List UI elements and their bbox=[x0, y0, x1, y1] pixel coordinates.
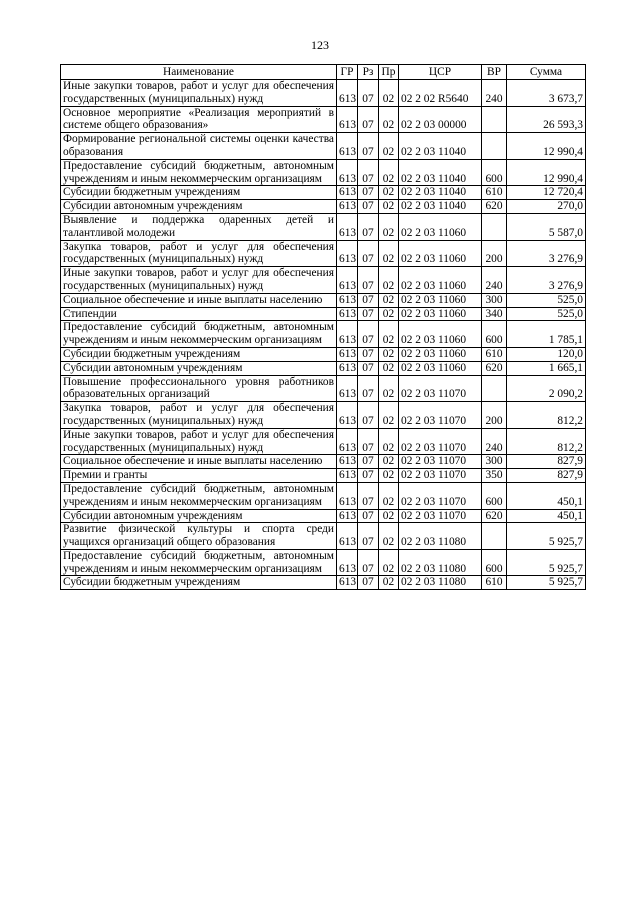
cell-vr bbox=[482, 106, 507, 133]
cell-rz: 07 bbox=[358, 549, 379, 576]
cell-name: Предоставление субсидий бюджетным, автономным учреждениям и иным некоммерческим организациям bbox=[61, 549, 337, 576]
cell-csr: 02 2 03 11060 bbox=[399, 361, 482, 375]
cell-vr: 200 bbox=[482, 240, 507, 267]
cell-csr: 02 2 03 11070 bbox=[399, 428, 482, 455]
table-row bbox=[61, 321, 586, 348]
cell-name: Социальное обеспечение и иные выплаты населению bbox=[61, 293, 337, 307]
cell-rz: 07 bbox=[358, 133, 379, 160]
cell-gr: 613 bbox=[337, 549, 358, 576]
table-row bbox=[61, 375, 586, 402]
cell-csr: 02 2 03 11080 bbox=[399, 523, 482, 550]
cell-name: Основное мероприятие «Реализация мероприятий в системе общего образования» bbox=[61, 106, 337, 133]
cell-rz: 07 bbox=[358, 509, 379, 523]
cell-csr: 02 2 03 11080 bbox=[399, 576, 482, 590]
cell-csr: 02 2 03 11040 bbox=[399, 200, 482, 214]
cell-rz: 07 bbox=[358, 200, 379, 214]
cell-sum: 12 990,4 bbox=[507, 133, 586, 160]
cell-csr: 02 2 03 11060 bbox=[399, 267, 482, 294]
cell-csr: 02 2 03 11080 bbox=[399, 549, 482, 576]
cell-pr: 02 bbox=[379, 576, 399, 590]
cell-csr: 02 2 03 11040 bbox=[399, 133, 482, 160]
cell-name: Развитие физической культуры и спорта среди учащихся организаций общего образования bbox=[61, 523, 337, 550]
cell-name: Предоставление субсидий бюджетным, автономным учреждениям и иным некоммерческим организациям bbox=[61, 321, 337, 348]
cell-pr: 02 bbox=[379, 402, 399, 429]
cell-rz: 07 bbox=[358, 307, 379, 321]
cell-gr: 613 bbox=[337, 213, 358, 240]
cell-vr: 340 bbox=[482, 307, 507, 321]
cell-gr: 613 bbox=[337, 321, 358, 348]
cell-rz: 07 bbox=[358, 293, 379, 307]
cell-rz: 07 bbox=[358, 523, 379, 550]
cell-sum: 2 090,2 bbox=[507, 375, 586, 402]
cell-rz: 07 bbox=[358, 240, 379, 267]
cell-name: Стипендии bbox=[61, 307, 337, 321]
cell-vr: 600 bbox=[482, 159, 507, 186]
cell-vr: 240 bbox=[482, 80, 507, 107]
table-row bbox=[61, 402, 586, 429]
cell-csr: 02 2 03 11040 bbox=[399, 159, 482, 186]
cell-vr: 610 bbox=[482, 347, 507, 361]
cell-csr: 02 2 03 11070 bbox=[399, 375, 482, 402]
cell-vr bbox=[482, 375, 507, 402]
cell-sum: 3 276,9 bbox=[507, 240, 586, 267]
cell-rz: 07 bbox=[358, 576, 379, 590]
cell-rz: 07 bbox=[358, 213, 379, 240]
cell-name: Иные закупки товаров, работ и услуг для обеспечения государственных (муниципальных) нужд bbox=[61, 267, 337, 294]
table-body bbox=[61, 80, 586, 590]
table-row bbox=[61, 106, 586, 133]
cell-rz: 07 bbox=[358, 159, 379, 186]
cell-pr: 02 bbox=[379, 213, 399, 240]
cell-pr: 02 bbox=[379, 106, 399, 133]
cell-pr: 02 bbox=[379, 509, 399, 523]
cell-rz: 07 bbox=[358, 375, 379, 402]
table-row bbox=[61, 159, 586, 186]
cell-name: Повышение профессионального уровня работников образовательных организаций bbox=[61, 375, 337, 402]
cell-sum: 5 925,7 bbox=[507, 576, 586, 590]
budget-table bbox=[60, 64, 586, 590]
cell-sum: 1 665,1 bbox=[507, 361, 586, 375]
cell-pr: 02 bbox=[379, 321, 399, 348]
cell-gr: 613 bbox=[337, 523, 358, 550]
cell-gr: 613 bbox=[337, 361, 358, 375]
cell-vr: 200 bbox=[482, 402, 507, 429]
cell-csr: 02 2 03 11070 bbox=[399, 482, 482, 509]
cell-name: Субсидии бюджетным учреждениям bbox=[61, 186, 337, 200]
cell-vr: 610 bbox=[482, 186, 507, 200]
cell-csr: 02 2 03 11040 bbox=[399, 186, 482, 200]
cell-vr: 300 bbox=[482, 455, 507, 469]
cell-vr bbox=[482, 213, 507, 240]
table-row bbox=[61, 482, 586, 509]
cell-vr: 600 bbox=[482, 482, 507, 509]
header-name: Наименование bbox=[61, 65, 337, 80]
cell-name: Субсидии автономным учреждениям bbox=[61, 200, 337, 214]
cell-csr: 02 2 03 11070 bbox=[399, 455, 482, 469]
cell-gr: 613 bbox=[337, 240, 358, 267]
cell-name: Субсидии автономным учреждениям bbox=[61, 509, 337, 523]
cell-name: Выявление и поддержка одаренных детей и талантливой молодежи bbox=[61, 213, 337, 240]
cell-sum: 812,2 bbox=[507, 402, 586, 429]
cell-rz: 07 bbox=[358, 80, 379, 107]
cell-vr: 600 bbox=[482, 549, 507, 576]
cell-pr: 02 bbox=[379, 469, 399, 483]
cell-sum: 450,1 bbox=[507, 509, 586, 523]
cell-rz: 07 bbox=[358, 186, 379, 200]
cell-rz: 07 bbox=[358, 361, 379, 375]
cell-name: Иные закупки товаров, работ и услуг для обеспечения государственных (муниципальных) нужд bbox=[61, 428, 337, 455]
cell-csr: 02 2 03 11060 bbox=[399, 240, 482, 267]
cell-pr: 02 bbox=[379, 159, 399, 186]
table-row bbox=[61, 200, 586, 214]
cell-pr: 02 bbox=[379, 186, 399, 200]
cell-vr: 610 bbox=[482, 576, 507, 590]
cell-gr: 613 bbox=[337, 375, 358, 402]
cell-gr: 613 bbox=[337, 509, 358, 523]
cell-vr: 620 bbox=[482, 361, 507, 375]
table-row bbox=[61, 509, 586, 523]
cell-rz: 07 bbox=[358, 469, 379, 483]
cell-sum: 5 587,0 bbox=[507, 213, 586, 240]
cell-pr: 02 bbox=[379, 375, 399, 402]
cell-gr: 613 bbox=[337, 80, 358, 107]
cell-rz: 07 bbox=[358, 106, 379, 133]
table-row bbox=[61, 549, 586, 576]
cell-name: Иные закупки товаров, работ и услуг для обеспечения государственных (муниципальных) нужд bbox=[61, 80, 337, 107]
cell-gr: 613 bbox=[337, 455, 358, 469]
cell-sum: 3 673,7 bbox=[507, 80, 586, 107]
cell-rz: 07 bbox=[358, 402, 379, 429]
cell-pr: 02 bbox=[379, 455, 399, 469]
cell-pr: 02 bbox=[379, 267, 399, 294]
cell-pr: 02 bbox=[379, 133, 399, 160]
cell-gr: 613 bbox=[337, 267, 358, 294]
cell-sum: 827,9 bbox=[507, 469, 586, 483]
cell-pr: 02 bbox=[379, 240, 399, 267]
table-row bbox=[61, 523, 586, 550]
cell-gr: 613 bbox=[337, 133, 358, 160]
table-row bbox=[61, 80, 586, 107]
cell-gr: 613 bbox=[337, 293, 358, 307]
cell-gr: 613 bbox=[337, 200, 358, 214]
cell-pr: 02 bbox=[379, 307, 399, 321]
cell-name: Закупка товаров, работ и услуг для обеспечения государственных (муниципальных) нужд bbox=[61, 402, 337, 429]
cell-sum: 5 925,7 bbox=[507, 523, 586, 550]
cell-vr: 240 bbox=[482, 428, 507, 455]
cell-name: Премии и гранты bbox=[61, 469, 337, 483]
cell-pr: 02 bbox=[379, 80, 399, 107]
cell-rz: 07 bbox=[358, 455, 379, 469]
cell-name: Субсидии бюджетным учреждениям bbox=[61, 576, 337, 590]
cell-vr: 620 bbox=[482, 509, 507, 523]
cell-rz: 07 bbox=[358, 267, 379, 294]
cell-gr: 613 bbox=[337, 186, 358, 200]
table-row bbox=[61, 240, 586, 267]
header-pr: Пр bbox=[379, 65, 399, 80]
cell-sum: 5 925,7 bbox=[507, 549, 586, 576]
cell-rz: 07 bbox=[358, 482, 379, 509]
cell-sum: 26 593,3 bbox=[507, 106, 586, 133]
cell-csr: 02 2 03 11070 bbox=[399, 469, 482, 483]
cell-sum: 827,9 bbox=[507, 455, 586, 469]
header-row bbox=[61, 65, 586, 80]
cell-gr: 613 bbox=[337, 576, 358, 590]
cell-pr: 02 bbox=[379, 523, 399, 550]
cell-csr: 02 2 03 11060 bbox=[399, 293, 482, 307]
cell-name: Формирование региональной системы оценки качества образования bbox=[61, 133, 337, 160]
cell-vr bbox=[482, 133, 507, 160]
cell-sum: 270,0 bbox=[507, 200, 586, 214]
table-row bbox=[61, 428, 586, 455]
cell-gr: 613 bbox=[337, 159, 358, 186]
cell-gr: 613 bbox=[337, 428, 358, 455]
cell-vr: 620 bbox=[482, 200, 507, 214]
header-vr: ВР bbox=[482, 65, 507, 80]
cell-name: Предоставление субсидий бюджетным, автономным учреждениям и иным некоммерческим организациям bbox=[61, 159, 337, 186]
table-row bbox=[61, 213, 586, 240]
cell-pr: 02 bbox=[379, 347, 399, 361]
cell-pr: 02 bbox=[379, 482, 399, 509]
table-row bbox=[61, 361, 586, 375]
cell-csr: 02 2 02 R5640 bbox=[399, 80, 482, 107]
cell-name: Социальное обеспечение и иные выплаты населению bbox=[61, 455, 337, 469]
cell-sum: 812,2 bbox=[507, 428, 586, 455]
table-row bbox=[61, 293, 586, 307]
table-row bbox=[61, 307, 586, 321]
header-gr: ГР bbox=[337, 65, 358, 80]
cell-vr: 350 bbox=[482, 469, 507, 483]
cell-rz: 07 bbox=[358, 428, 379, 455]
cell-csr: 02 2 03 11060 bbox=[399, 213, 482, 240]
table-row bbox=[61, 186, 586, 200]
cell-csr: 02 2 03 00000 bbox=[399, 106, 482, 133]
cell-csr: 02 2 03 11070 bbox=[399, 509, 482, 523]
table-row bbox=[61, 267, 586, 294]
table-row bbox=[61, 576, 586, 590]
cell-sum: 12 990,4 bbox=[507, 159, 586, 186]
cell-rz: 07 bbox=[358, 347, 379, 361]
cell-gr: 613 bbox=[337, 347, 358, 361]
table-row bbox=[61, 347, 586, 361]
cell-gr: 613 bbox=[337, 402, 358, 429]
cell-name: Предоставление субсидий бюджетным, автономным учреждениям и иным некоммерческим организациям bbox=[61, 482, 337, 509]
header-rz: Рз bbox=[358, 65, 379, 80]
cell-pr: 02 bbox=[379, 428, 399, 455]
cell-csr: 02 2 03 11060 bbox=[399, 321, 482, 348]
header-sum: Сумма bbox=[507, 65, 586, 80]
cell-vr: 600 bbox=[482, 321, 507, 348]
cell-sum: 12 720,4 bbox=[507, 186, 586, 200]
cell-name: Субсидии автономным учреждениям bbox=[61, 361, 337, 375]
cell-vr bbox=[482, 523, 507, 550]
table-row bbox=[61, 455, 586, 469]
table-row bbox=[61, 133, 586, 160]
cell-pr: 02 bbox=[379, 293, 399, 307]
cell-pr: 02 bbox=[379, 200, 399, 214]
cell-gr: 613 bbox=[337, 307, 358, 321]
cell-sum: 525,0 bbox=[507, 293, 586, 307]
page-number: 123 bbox=[311, 38, 329, 52]
cell-gr: 613 bbox=[337, 106, 358, 133]
cell-rz: 07 bbox=[358, 321, 379, 348]
table-row bbox=[61, 469, 586, 483]
cell-csr: 02 2 03 11060 bbox=[399, 307, 482, 321]
cell-csr: 02 2 03 11070 bbox=[399, 402, 482, 429]
cell-csr: 02 2 03 11060 bbox=[399, 347, 482, 361]
cell-sum: 1 785,1 bbox=[507, 321, 586, 348]
cell-pr: 02 bbox=[379, 549, 399, 576]
cell-sum: 525,0 bbox=[507, 307, 586, 321]
cell-gr: 613 bbox=[337, 469, 358, 483]
cell-sum: 120,0 bbox=[507, 347, 586, 361]
cell-name: Закупка товаров, работ и услуг для обеспечения государственных (муниципальных) нужд bbox=[61, 240, 337, 267]
cell-pr: 02 bbox=[379, 361, 399, 375]
cell-sum: 450,1 bbox=[507, 482, 586, 509]
cell-vr: 240 bbox=[482, 267, 507, 294]
cell-gr: 613 bbox=[337, 482, 358, 509]
cell-vr: 300 bbox=[482, 293, 507, 307]
cell-name: Субсидии бюджетным учреждениям bbox=[61, 347, 337, 361]
cell-sum: 3 276,9 bbox=[507, 267, 586, 294]
header-csr: ЦСР bbox=[399, 65, 482, 80]
